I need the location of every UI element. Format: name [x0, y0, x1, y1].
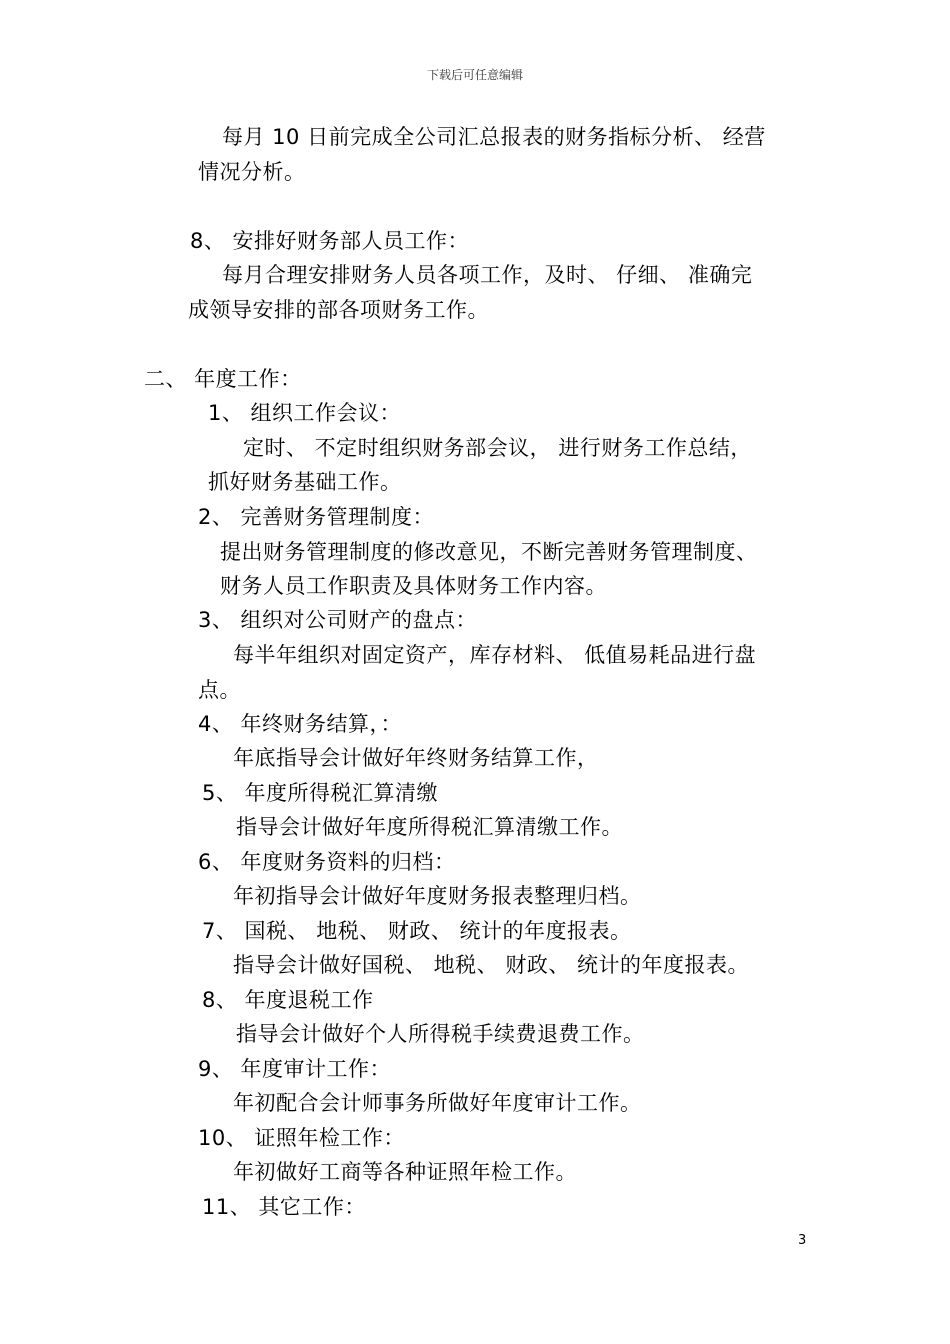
text-line: 指导会计做好年度所得税汇算清缴工作。 — [236, 815, 623, 839]
text-line: 定时、 不定时组织财务部会议， 进行财务工作总结， — [243, 436, 752, 460]
text-line: 点。 — [198, 678, 241, 702]
text-line: 7、 国税、 地税、 财政、 统计的年度报表。 — [202, 919, 632, 943]
text-line: 5、 年度所得税汇算清缴 — [202, 781, 439, 805]
text-line: 9、 年度审计工作： — [198, 1057, 392, 1081]
text-line: 2、 完善财务管理制度： — [198, 505, 435, 529]
text-line: 年初配合会计师事务所做好年度审计工作。 — [233, 1091, 642, 1115]
text-line: 财务人员工作职责及具体财务工作内容。 — [220, 574, 607, 598]
text-line: 1、 组织工作会议： — [208, 401, 402, 425]
text-line: 8、 安排好财务部人员工作： — [190, 229, 470, 253]
text-line: 年底指导会计做好年终财务结算工作， — [233, 746, 599, 770]
text-line: 指导会计做好国税、 地税、 财政、 统计的年度报表。 — [233, 953, 750, 977]
text-line: 6、 年度财务资料的归档： — [198, 850, 456, 874]
text-line: 8、 年度退税工作 — [202, 988, 374, 1012]
text-line: 4、 年终财务结算，： — [198, 712, 403, 736]
text-line: 11、 其它工作： — [202, 1195, 366, 1219]
text-line: 10、 证照年检工作： — [198, 1126, 405, 1150]
text-line: 3、 组织对公司财产的盘点： — [198, 608, 478, 632]
text-line: 每月合理安排财务人员各项工作，及时、 仔细、 准确完 — [222, 263, 753, 287]
page-header: 下载后可任意编辑 — [426, 68, 523, 82]
section-heading: 二、 年度工作： — [144, 367, 302, 391]
text-line: 每月 10 日前完成全公司汇总报表的财务指标分析、 经营 — [222, 125, 766, 149]
text-line: 成领导安排的部各项财务工作。 — [188, 298, 489, 322]
text-line: 提出财务管理制度的修改意见，不断完善财务管理制度、 — [220, 540, 758, 564]
text-line: 年初做好工商等各种证照年检工作。 — [233, 1160, 577, 1184]
text-line: 每半年组织对固定资产，库存材料、 低值易耗品进行盘 — [233, 643, 757, 667]
page-number: 3 — [798, 1233, 807, 1248]
text-line: 情况分析。 — [198, 160, 306, 184]
text-line: 年初指导会计做好年度财务报表整理归档。 — [233, 884, 642, 908]
text-line: 指导会计做好个人所得税手续费退费工作。 — [236, 1022, 645, 1046]
text-line: 抓好财务基础工作。 — [208, 470, 402, 494]
